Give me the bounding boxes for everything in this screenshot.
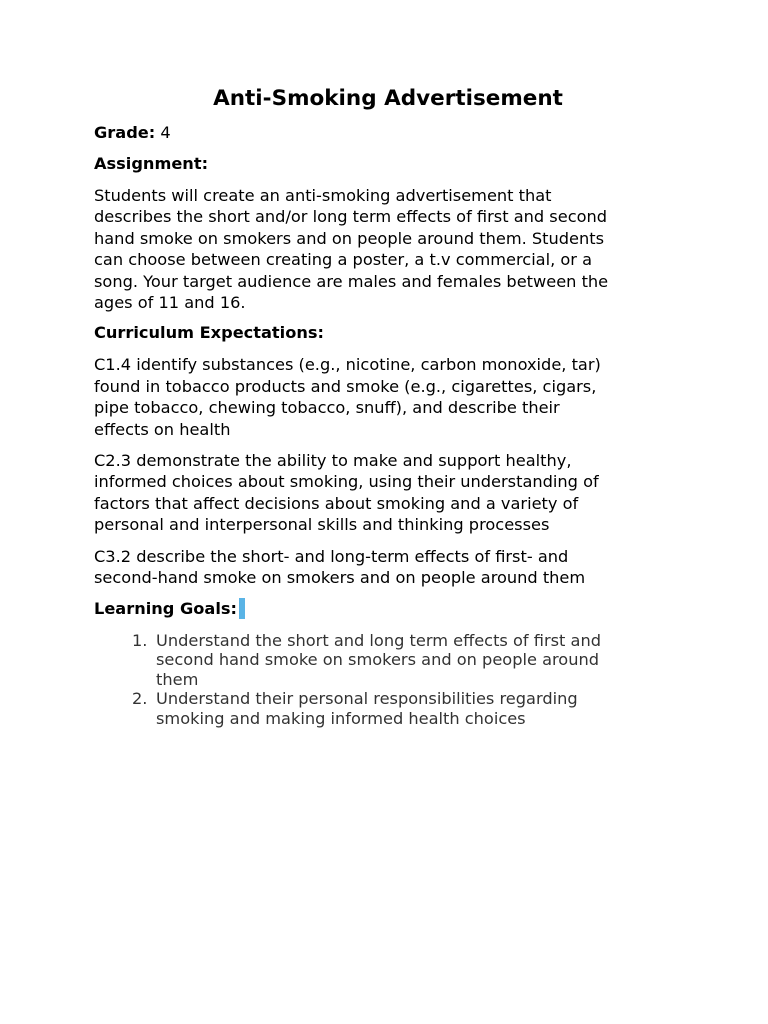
assignment-line: song. Your target audience are males and females between the	[94, 271, 609, 291]
assignment-line: can choose between creating a poster, a t.v commercial, or a	[94, 250, 593, 270]
assignment-heading: Assignment:	[94, 154, 209, 173]
expectation-c2-3	[94, 450, 682, 536]
list-item	[94, 689, 682, 728]
learning-goals-heading	[94, 597, 682, 621]
assignment-line: describes the short and/or long term effects of first and second	[94, 207, 608, 227]
expectation-line: pipe tobacco, chewing tobacco, snuff), and describe their	[94, 398, 560, 418]
list-item	[94, 631, 682, 690]
expectation-line: effects on health	[94, 419, 231, 439]
expectation-line: C2.3 demonstrate the ability to make and support healthy,	[94, 451, 572, 471]
list-item-number: 1.	[132, 630, 148, 650]
expectation-line: factors that affect decisions about smoking and a variety of	[94, 493, 579, 513]
document-page	[94, 84, 682, 728]
document-title: Anti-Smoking Advertisement	[213, 86, 563, 111]
grade-line	[94, 121, 682, 145]
assignment-line: ages of 11 and 16.	[94, 293, 246, 313]
grade-value: 4	[155, 123, 171, 142]
grade-label: Grade:	[94, 123, 156, 142]
expectation-c3-2	[94, 546, 682, 589]
list-item-number: 2.	[132, 689, 148, 708]
assignment-line: hand smoke on smokers and on people around them. Students	[94, 228, 605, 248]
text-cursor	[239, 598, 245, 619]
assignment-paragraph	[94, 185, 682, 313]
list-item-line: them	[156, 669, 199, 689]
expectation-line: personal and interpersonal skills and thinking processes	[94, 515, 550, 535]
expectation-line: informed choices about smoking, using their understanding of	[94, 472, 599, 492]
expectation-line: second-hand smoke on smokers and on people around them	[94, 568, 586, 588]
learning-goals-list	[94, 631, 682, 729]
list-item-line: second hand smoke on smokers and on people around	[156, 650, 599, 669]
list-item-line: Understand their personal responsibilities regarding	[156, 689, 578, 708]
expectation-c1-4	[94, 354, 682, 440]
expectation-line: C3.2 describe the short- and long-term effects of first- and	[94, 546, 569, 566]
curriculum-heading: Curriculum Expectations:	[94, 323, 324, 343]
assignment-line: Students will create an anti-smoking advertisement that	[94, 186, 552, 205]
list-item-line: smoking and making informed health choices	[156, 708, 526, 728]
learning-goals-label: Learning Goals:	[94, 598, 238, 618]
expectation-line: found in tobacco products and smoke (e.g., cigarettes, cigars,	[94, 376, 597, 396]
expectation-line: C1.4 identify substances (e.g., nicotine, carbon monoxide, tar)	[94, 355, 601, 375]
list-item-line: Understand the short and long term effects of first and	[156, 630, 601, 650]
